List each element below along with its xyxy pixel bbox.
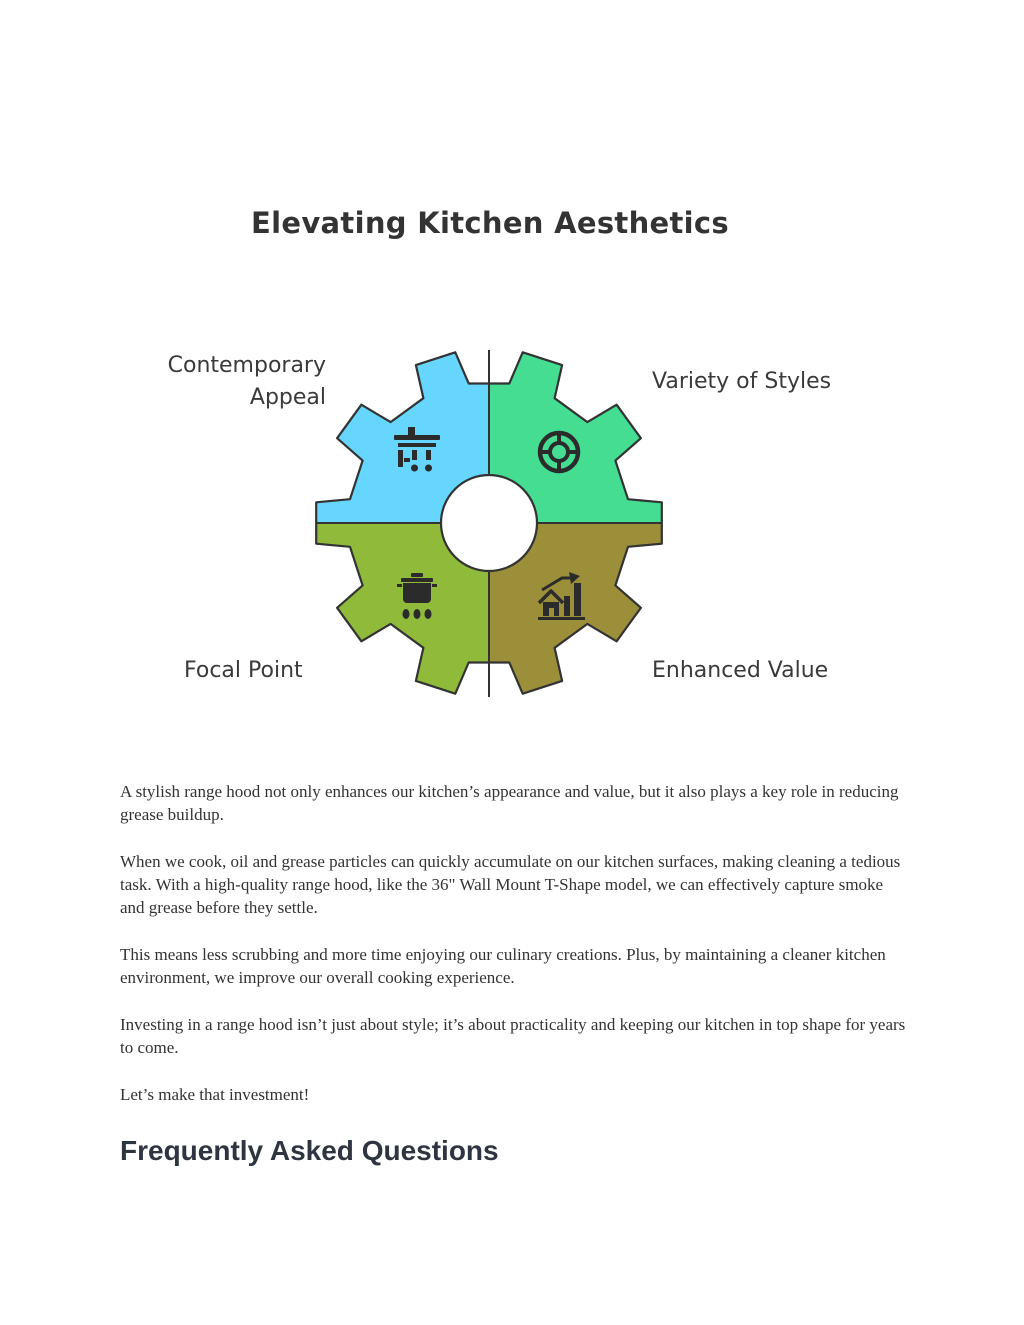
- paragraph: Investing in a range hood isn’t just about style; it’s about practicality and keeping our kitchen in top shape for years to come.: [120, 1015, 906, 1057]
- paragraph: When we cook, oil and grease particles can quickly accumulate on our kitchen surfaces, making cleaning a tedious task. With a high-quality range hood, like the 36" Wall Mount T-Shape model, we can effectively capture smoke and grease before they settle.: [120, 852, 901, 917]
- paragraph: A stylish range hood not only enhances our kitchen’s appearance and value, but it also plays a key role in reducing grease buildup.: [120, 782, 899, 824]
- label-contemporary-appeal-line2: Appeal: [249, 385, 326, 410]
- diagram-title: Elevating Kitchen Aesthetics: [251, 206, 729, 240]
- label-contemporary-appeal: [126, 350, 326, 414]
- paragraph: Let’s make that investment!: [120, 1085, 310, 1104]
- gear-center-hole: [441, 475, 537, 571]
- label-variety-of-styles: Variety of Styles: [652, 369, 832, 394]
- faq-heading: Frequently Asked Questions: [120, 1135, 499, 1166]
- label-contemporary-appeal-line1: Contemporary: [167, 353, 326, 378]
- article-body: [120, 780, 906, 1167]
- paragraph: This means less scrubbing and more time enjoying our culinary creations. Plus, by maintaining a cleaner kitchen environment, we improve our overall cooking experience.: [120, 945, 886, 987]
- cooking-pot-icon: [397, 573, 437, 619]
- label-enhanced-value: Enhanced Value: [652, 658, 829, 683]
- label-focal-point: Focal Point: [184, 658, 303, 683]
